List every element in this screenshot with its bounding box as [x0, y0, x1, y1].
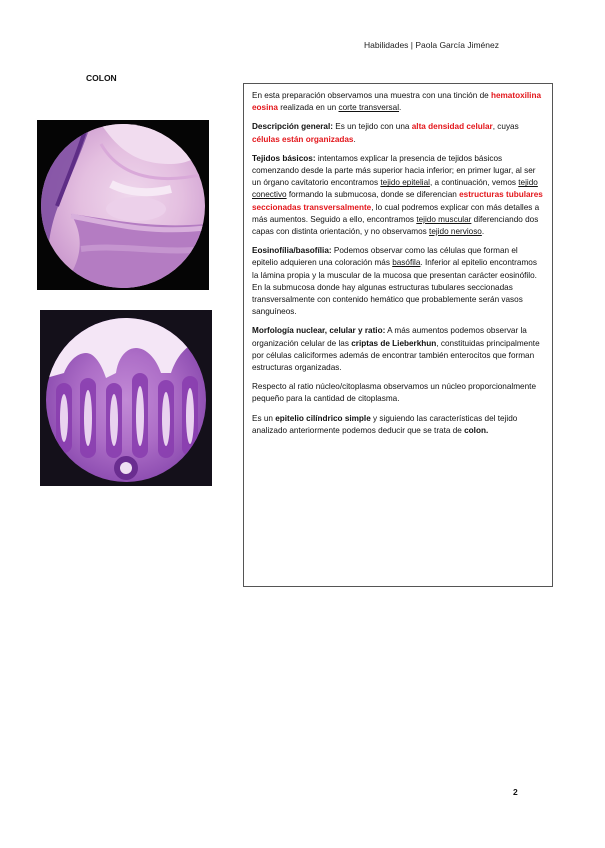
highlight-term: células están organizadas [252, 134, 354, 144]
text-run: y siguiendo las características del tejido analizado anteriormente podemos deducir que se trata de [252, 413, 518, 435]
text-run: , cuyas [492, 122, 519, 132]
underlined-term: tejido muscular [416, 214, 472, 224]
text-run: diferenciando dos capas con distinta orientación, y no observamos [252, 214, 539, 237]
text-run: A más aumentos podemos observar la organización celular de las [252, 326, 527, 348]
text-run: , a continuación, vemos [429, 178, 519, 188]
text-run: , lo cual podremos explicar con más detalles a más aumentos. Seguido a ello, encontramos [252, 202, 540, 224]
text-run: . [481, 227, 485, 237]
text-run: . Inferior al epitelio encontramos la lámina propia y la muscular de la mucosa que presentan carácter eosinófilo. En la submucosa donde hay algunas estructuras tubulares seccionadas transversalmente con contenido hemático que probablemente serán vasos sanguíneos. [252, 258, 537, 317]
microscope-field [41, 124, 205, 288]
paragraph-heading: Morfología nuclear, celular y ratio: [252, 326, 386, 336]
text-run: Es un tejido con una [333, 122, 412, 132]
text-run: Es un [252, 413, 276, 423]
section-title: COLON [86, 73, 117, 83]
text-run: . [399, 103, 402, 113]
underlined-term: tejido conectivo [252, 178, 538, 200]
paragraph-heading: Eosinofília/basofília: [252, 246, 332, 256]
description-textbox [243, 83, 553, 587]
micrograph-high-magnification [40, 310, 212, 486]
paragraph-conclusion [252, 413, 544, 437]
micrograph-low-magnification [37, 120, 209, 290]
highlight-stain: hematoxilina eosina [252, 91, 542, 113]
crypts-drawing [46, 318, 206, 482]
text-run: realizada en un [277, 103, 339, 113]
paragraph-intro [252, 90, 544, 114]
text-run: . [353, 134, 356, 144]
paragraph-morphology [252, 325, 544, 374]
text-run: formando la submucosa, donde se diferencian [286, 190, 460, 200]
paragraph-eosinophilia [252, 245, 544, 318]
text-run: Podemos observar como las células que forman el epitelio adquieren una coloración más [252, 246, 518, 268]
underlined-term: tejido nervioso [429, 227, 482, 237]
paragraph-basic-tissues [252, 153, 544, 238]
highlight-term: alta densidad celular [411, 122, 493, 132]
paragraph-heading: Tejidos básicos: [252, 153, 316, 163]
text-run: intentamos explicar la presencia de tejidos básicos comenzando desde la parte más superior hacia inferior; en primer lugar, al ser un órgano cavitatorio encontramos [252, 153, 536, 188]
page-number: 2 [513, 787, 518, 797]
bold-term: criptas de Lieberkhun [351, 338, 437, 348]
paragraph-heading: Descripción general: [252, 122, 333, 132]
underlined-term: corte transversal [338, 103, 400, 113]
microscope-field [46, 318, 206, 482]
text-run: Respecto al ratio núcleo/citoplasma observamos un núcleo proporcionalmente pequeño para la cantidad de citoplasma. [252, 382, 536, 404]
paragraph-ratio [252, 381, 544, 405]
page-header: Habilidades | Paola García Jiménez [364, 40, 499, 50]
highlight-term: estructuras tubulares seccionadas transversalmente [252, 190, 543, 212]
text-run: , constituidas principalmente por células caliciformes además de encontrar también enterocitos que forman estructuras organizadas. [252, 338, 540, 373]
bold-term: epitelio cilíndrico simple [275, 413, 371, 423]
text-run: En esta preparación observamos una muestra con una tinción de [252, 91, 491, 100]
bold-term: colon. [464, 425, 489, 435]
underlined-term: tejido epitelial [380, 178, 430, 188]
underlined-term: basófila [392, 258, 421, 268]
paragraph-general-description [252, 121, 544, 145]
tissue-drawing [41, 124, 205, 288]
